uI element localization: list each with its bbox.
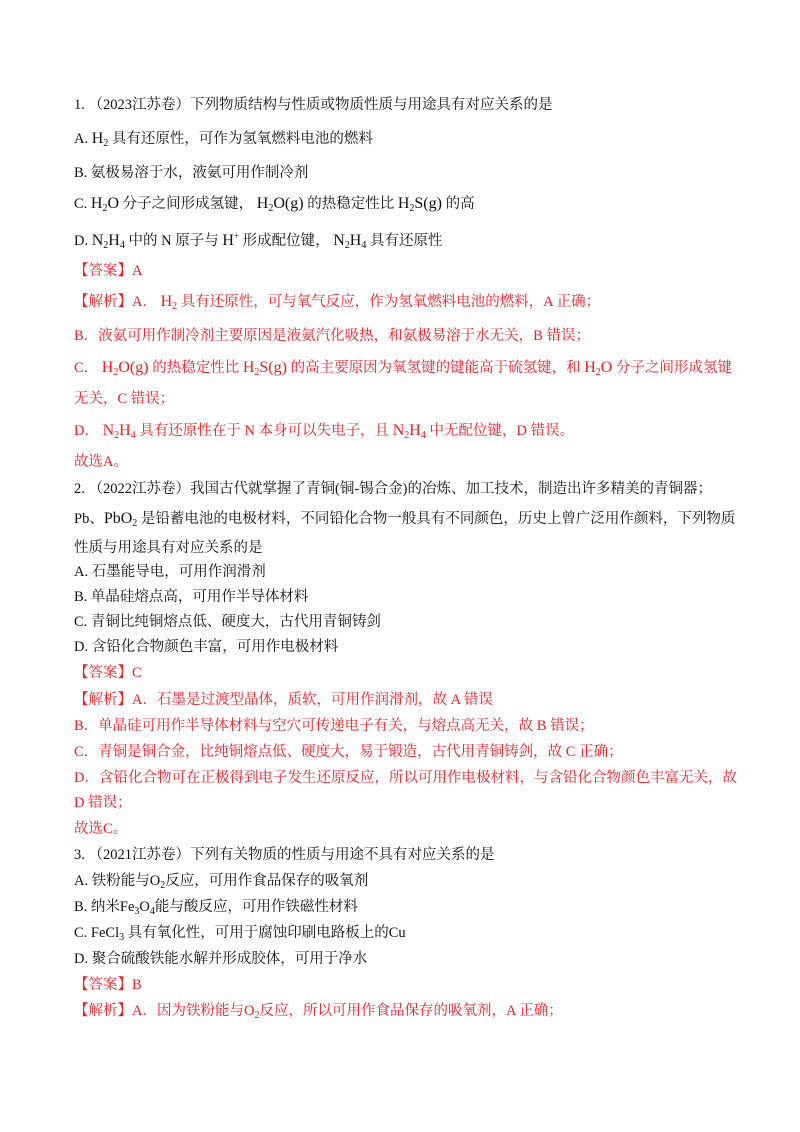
q3-option-d: D. 聚合硫酸铁能水解并形成胶体，可用于净水 xyxy=(74,951,368,967)
q2-stem-line1: 2. （2022江苏卷）我国古代就掌握了青铜(铜-锡合金)的冶炼、加工技术，制造出许多精美的青铜器； xyxy=(74,481,712,497)
q2-conclusion: 故选C。 xyxy=(74,821,128,837)
q2-option-a: A. 石墨能导电，可用作润滑剂 xyxy=(74,564,266,580)
q2-answer: 【答案】C xyxy=(74,665,142,681)
q3-option-a: A. 铁粉能与$O_2$反应，可用作食品保存的吸氧剂 xyxy=(74,873,369,891)
q1-option-a: A. $H_2$ 具有还原性，可作为氢氧燃料电池的燃料 xyxy=(74,130,373,149)
q2-option-c: C. 青铜比纯铜熔点低、硬度大，古代用青铜铸剑 xyxy=(74,614,381,630)
q1-analysis-b: B．液氨可用作制冷剂主要原因是液氨汽化吸热，和氨极易溶于水无关，B 错误； xyxy=(74,328,590,344)
q1-option-d: D. $N_2H_4$ 中的 N 原子与 H+ 形成配位键， $N_2H_4$ 具有还原性 xyxy=(74,231,443,251)
q1-answer: 【答案】A xyxy=(74,263,143,279)
q3-analysis-a: 【解析】A．因为铁粉能与$O_2$反应，所以可用作食品保存的吸氧剂，A 正确； xyxy=(74,1003,563,1021)
q2-analysis-b: B．单晶硅可用作半导体材料与空穴可传递电子有关，与熔点高无关，故 B 错误； xyxy=(74,718,594,734)
q2-analysis-d-line2: D 错误； xyxy=(74,795,132,811)
q1-option-c: C. $H_2O$ 分子之间形成氢键， $H_2O(g)$ 的热稳定性比 $H_2S(g)$ 的高 xyxy=(74,195,475,214)
q2-option-d: D. 含铅化合物颜色丰富，可用作电极材料 xyxy=(74,639,339,655)
q2-option-b: B. 单晶硅熔点高，可用作半导体材料 xyxy=(74,589,309,605)
q1-analysis-d: D． $N_2H_4$ 具有还原性在于 N 本身可以失电子，且 $N_2H_4$ 中无配位键，D 错误。 xyxy=(74,422,575,441)
q1-analysis-c-line2: 无关，C 错误； xyxy=(74,391,175,407)
q2-stem-line2: Pb、PbO$_2$ 是铅蓄电池的电极材料，不同铅化合物一般具有不同颜色，历史上曾广泛用作颜料，下列物质 xyxy=(74,510,736,529)
q2-analysis-a: 【解析】A．石墨是过渡型晶体，质软，可用作润滑剂，故 A 错误 xyxy=(74,692,493,708)
q2-analysis-c: C．青铜是铜合金，比纯铜熔点低、硬度大，易于锻造，古代用青铜铸剑，故 C 正确； xyxy=(74,744,623,760)
q3-stem: 3. （2021江苏卷）下列有关物质的性质与用途不具有对应关系的是 xyxy=(74,847,495,863)
q1-analysis-c: C． $H_2O(g)$ 的热稳定性比 $H_2S(g)$ 的高主要原因为氧氢键的键能高于硫氢键，和 $H_2O$ 分子之间形成氢键 xyxy=(74,359,732,378)
q3-option-c: C. FeCl$_3$ 具有氧化性，可用于腐蚀印刷电路板上的Cu xyxy=(74,925,406,943)
q3-option-b: B. 纳米$Fe_3O_4$能与酸反应，可用作铁磁性材料 xyxy=(74,899,358,917)
q1-option-b: B. 氨极易溶于水，液氨可用作制冷剂 xyxy=(74,165,309,181)
q2-stem-line3: 性质与用途具有对应关系的是 xyxy=(74,540,263,556)
q1-analysis-a: 【解析】A． $H_2$ 具有还原性，可与氧气反应，作为氢氧燃料电池的燃料，A 正确； xyxy=(74,293,601,312)
q1-stem: 1. （2023江苏卷）下列物质结构与性质或物质性质与用途具有对应关系的是 xyxy=(74,97,553,113)
q2-analysis-d: D．含铅化合物可在正极得到电子发生还原反应，所以可用作电极材料，与含铅化合物颜色丰富无关，故 xyxy=(74,770,737,786)
q3-answer: 【答案】B xyxy=(74,977,142,993)
q1-conclusion: 故选A。 xyxy=(74,454,128,470)
